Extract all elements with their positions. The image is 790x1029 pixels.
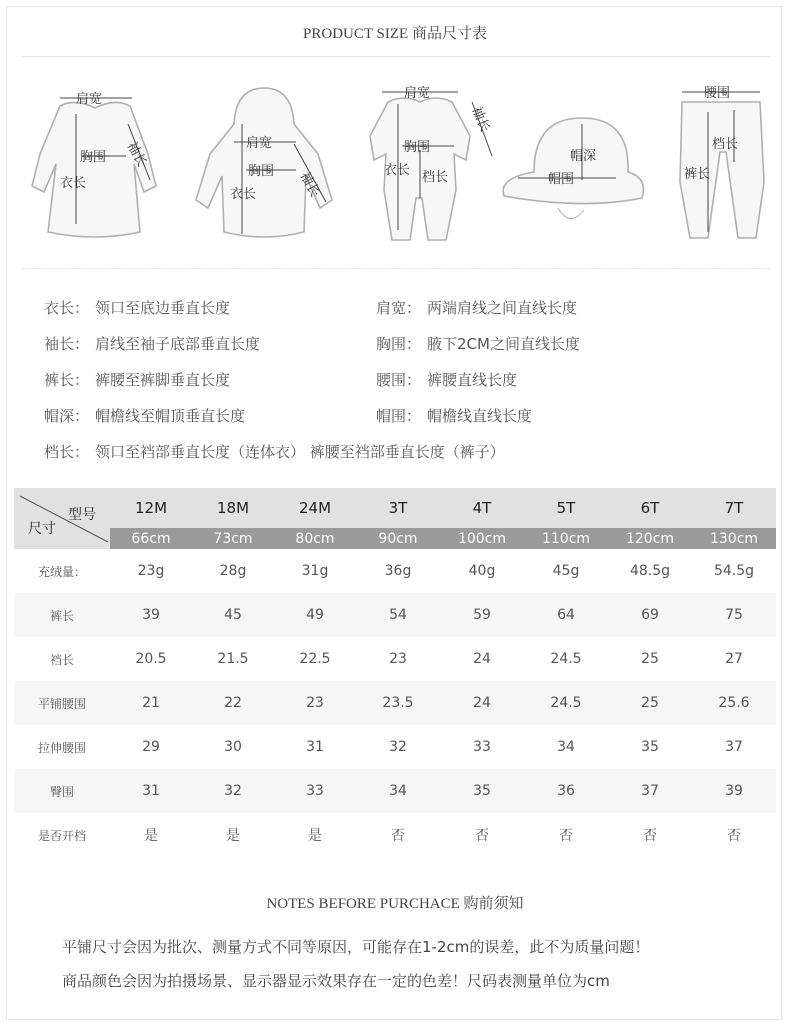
row-label: 裤长 <box>49 608 74 623</box>
row-label: 拉伸腰围 <box>37 740 86 755</box>
height-header: 110cm <box>524 528 608 549</box>
table-cell: 23.5 <box>382 695 414 711</box>
table-cell: 31g <box>301 563 329 579</box>
size-header: 3T <box>356 488 440 528</box>
label-shoulder: 肩宽 <box>404 86 431 101</box>
table-cell: 35 <box>641 739 659 755</box>
table-cell: 33 <box>473 739 491 755</box>
note-line: 商品颜色会因为拍摄场景、显示器显示效果存在一定的色差！尺码表测量单位为cm <box>62 972 610 990</box>
table-row <box>14 637 776 681</box>
size-header: 6T <box>608 488 692 528</box>
label-hat-circ: 帽围 <box>548 172 575 187</box>
definition-item <box>44 405 245 426</box>
table-cell: 54 <box>389 607 407 623</box>
definition-item <box>44 333 260 354</box>
table-cell: 59 <box>473 607 491 623</box>
label-chest: 胸围 <box>248 164 275 179</box>
definition-term: 胸围： <box>376 335 422 353</box>
table-cell: 22 <box>224 695 242 711</box>
table-cell: 20.5 <box>135 651 167 667</box>
table-corner-cell <box>14 488 110 549</box>
table-cell: 45g <box>552 563 580 579</box>
table-cell: 35 <box>473 783 491 799</box>
height-header: 80cm <box>274 528 356 549</box>
table-cell: 39 <box>142 607 160 623</box>
table-cell: 21.5 <box>217 651 249 667</box>
definition-desc: 帽檐线直线长度 <box>427 407 533 425</box>
definition-term: 档长： <box>44 443 90 461</box>
definition-term: 裤长： <box>44 371 90 389</box>
row-label: 充绒量： <box>37 564 86 579</box>
size-header: 7T <box>692 488 776 528</box>
hooded-jacket-icon <box>184 84 344 244</box>
label-pants-length: 裤长 <box>684 167 711 182</box>
definition-item <box>376 405 532 426</box>
label-shoulder: 肩宽 <box>76 92 103 107</box>
table-row <box>14 813 776 857</box>
divider <box>22 268 770 269</box>
table-cell: 否 <box>475 828 489 844</box>
height-header: 130cm <box>692 528 776 549</box>
table-cell: 32 <box>389 739 407 755</box>
table-cell: 30 <box>224 739 242 755</box>
table-cell: 34 <box>389 783 407 799</box>
label-chest: 胸围 <box>404 140 431 155</box>
row-label: 是否开档 <box>37 828 86 843</box>
note-line: 平铺尺寸会因为批次、测量方式不同等原因，可能存在1-2cm的误差，此不为质量问题！ <box>62 938 650 956</box>
table-row <box>14 549 776 593</box>
definition-item <box>44 441 505 462</box>
romper-icon <box>354 80 514 250</box>
dress-garment-icon <box>20 84 170 244</box>
table-cell: 是 <box>144 828 158 844</box>
definition-desc: 腋下2CM之间直线长度 <box>427 335 580 353</box>
label-crotch: 档长 <box>712 137 739 152</box>
label-length: 衣长 <box>60 176 87 191</box>
table-row <box>14 769 776 813</box>
label-length: 衣长 <box>384 163 411 178</box>
table-cell: 否 <box>727 828 741 844</box>
table-cell: 37 <box>725 739 743 755</box>
definition-term: 帽围： <box>376 407 422 425</box>
definition-desc: 领口至裆部垂直长度（连体衣） 裤腰至裆部垂直长度（裤子） <box>95 443 505 461</box>
divider <box>22 56 770 57</box>
table-row <box>14 725 776 769</box>
definition-item <box>376 297 577 318</box>
table-cell: 32 <box>224 783 242 799</box>
table-cell: 45 <box>224 607 242 623</box>
height-header: 66cm <box>110 528 192 549</box>
definition-term: 腰围： <box>376 371 422 389</box>
table-row <box>14 681 776 725</box>
table-cell: 36g <box>384 563 412 579</box>
label-sleeve: 袖长 <box>296 169 323 200</box>
table-cell: 23g <box>137 563 165 579</box>
size-header: 24M <box>274 488 356 528</box>
definition-term: 帽深： <box>44 407 90 425</box>
definition-term: 袖长： <box>44 335 90 353</box>
table-cell: 28g <box>219 563 247 579</box>
table-cell: 23 <box>306 695 324 711</box>
table-cell: 31 <box>142 783 160 799</box>
table-cell: 25.6 <box>718 695 750 711</box>
definition-item <box>376 333 580 354</box>
table-cell: 22.5 <box>299 651 331 667</box>
table-cell: 否 <box>559 828 573 844</box>
height-header: 90cm <box>356 528 440 549</box>
bucket-hat-icon <box>498 110 648 230</box>
pants-icon <box>668 82 778 246</box>
corner-label-model: 型号 <box>68 507 96 523</box>
table-cell: 36 <box>557 783 575 799</box>
table-cell: 54.5g <box>713 563 755 579</box>
table-cell: 24.5 <box>550 695 582 711</box>
size-header: 5T <box>524 488 608 528</box>
table-cell: 64 <box>557 607 575 623</box>
label-shoulder: 肩宽 <box>246 136 273 151</box>
table-cell: 25 <box>641 651 659 667</box>
table-cell: 是 <box>308 828 322 844</box>
definition-desc: 肩线至袖子底部垂直长度 <box>95 335 261 353</box>
notes-title: NOTES BEFORE PURCHACE 购前须知 <box>266 896 524 912</box>
label-length: 衣长 <box>230 187 257 202</box>
table-cell: 34 <box>557 739 575 755</box>
size-header: 4T <box>440 488 524 528</box>
table-cell: 40g <box>468 563 496 579</box>
corner-label-size: 尺寸 <box>28 521 56 537</box>
size-header: 18M <box>192 488 274 528</box>
definition-desc: 裤腰直线长度 <box>427 371 518 389</box>
label-crotch: 档长 <box>422 170 449 185</box>
table-cell: 否 <box>391 828 405 844</box>
height-header: 100cm <box>440 528 524 549</box>
size-table <box>14 488 776 857</box>
definition-item <box>44 369 230 390</box>
height-header: 120cm <box>608 528 692 549</box>
definition-item <box>44 297 230 318</box>
definition-desc: 裤腰至裤脚垂直长度 <box>95 371 231 389</box>
definition-desc: 两端肩线之间直线长度 <box>427 299 578 317</box>
table-cell: 37 <box>641 783 659 799</box>
table-cell: 24.5 <box>550 651 582 667</box>
label-hat-depth: 帽深 <box>570 149 597 164</box>
definition-term: 衣长： <box>44 299 90 317</box>
label-chest: 胸围 <box>80 150 107 165</box>
table-cell: 75 <box>725 607 743 623</box>
height-header: 73cm <box>192 528 274 549</box>
definition-term: 肩宽： <box>376 299 422 317</box>
table-cell: 24 <box>473 695 491 711</box>
size-header: 12M <box>110 488 192 528</box>
definition-item <box>376 369 517 390</box>
row-label: 裆长 <box>49 652 74 667</box>
label-sleeve: 袖长 <box>123 139 150 170</box>
label-waist: 腰围 <box>704 86 731 101</box>
table-cell: 是 <box>226 828 240 844</box>
definition-desc: 帽檐线至帽顶垂直长度 <box>95 407 246 425</box>
table-cell: 24 <box>473 651 491 667</box>
table-cell: 39 <box>725 783 743 799</box>
table-cell: 69 <box>641 607 659 623</box>
table-cell: 21 <box>142 695 160 711</box>
table-cell: 48.5g <box>629 563 671 579</box>
table-cell: 27 <box>725 651 743 667</box>
table-cell: 33 <box>306 783 324 799</box>
table-cell: 否 <box>643 828 657 844</box>
row-label: 臀围 <box>49 784 74 799</box>
table-cell: 23 <box>389 651 407 667</box>
row-label: 平铺腰围 <box>37 696 86 711</box>
table-cell: 31 <box>306 739 324 755</box>
table-cell: 25 <box>641 695 659 711</box>
definition-desc: 领口至底边垂直长度 <box>95 299 231 317</box>
height-header-row <box>14 528 776 549</box>
label-sleeve: 袖长 <box>468 104 493 135</box>
table-row <box>14 593 776 637</box>
product-size-title: PRODUCT SIZE 商品尺寸表 <box>303 26 487 42</box>
table-cell: 29 <box>142 739 160 755</box>
table-cell: 49 <box>306 607 324 623</box>
size-header-row <box>14 488 776 528</box>
